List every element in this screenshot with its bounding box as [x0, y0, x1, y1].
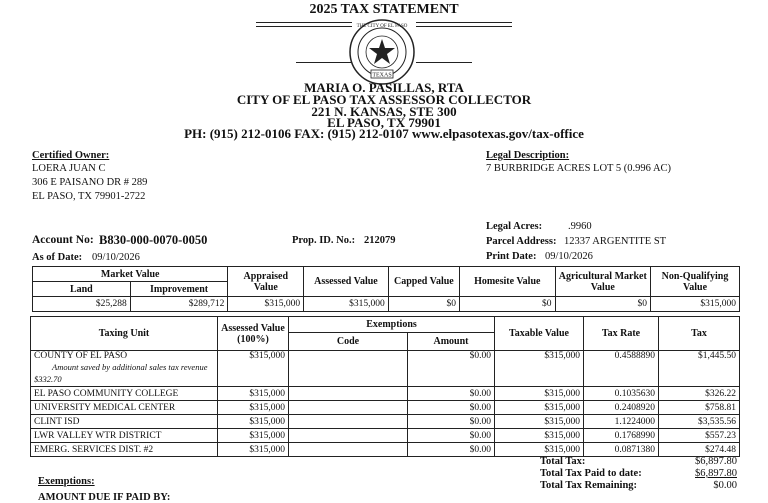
prop-id: 212079	[364, 235, 396, 246]
as-of-date-label: As of Date:	[32, 252, 83, 263]
taxing-unit: EL PASO COMMUNITY COLLEGE	[31, 387, 218, 401]
assessed-value: $315,000	[218, 387, 289, 401]
assessed-header: Assessed Value	[304, 267, 389, 297]
owner-name: LOERA JUAN C	[32, 163, 106, 174]
tax-header: Tax	[659, 317, 740, 351]
land-header: Land	[33, 282, 131, 297]
tax-rate: 0.2408920	[584, 401, 659, 415]
table-row	[31, 387, 740, 401]
legal-acres-label: Legal Acres:	[486, 221, 543, 232]
assessed-value: $315,000	[218, 401, 289, 415]
table-row	[31, 415, 740, 429]
taxable-value: $315,000	[495, 401, 584, 415]
improvement-header: Improvement	[130, 282, 228, 297]
exemption-amount: $0.00	[408, 429, 495, 443]
market-value-header: Market Value	[33, 267, 228, 282]
assessed-value: $315,000	[218, 415, 289, 429]
capped-value: $0	[388, 297, 459, 312]
exemption-amount: $0.00	[408, 351, 495, 387]
total-tax-value: $6,897.80	[695, 456, 737, 467]
total-tax-label: Total Tax:	[540, 456, 586, 467]
tax-amount: $557.23	[659, 429, 740, 443]
account-label: Account No:	[32, 234, 94, 246]
tax-amount: $274.48	[659, 443, 740, 457]
total-paid-value: $6,897.80	[695, 468, 737, 479]
header-rule	[256, 22, 352, 23]
table-row	[31, 443, 740, 457]
taxable-value: $315,000	[495, 351, 584, 387]
taxing-unit: UNIVERSITY MEDICAL CENTER	[31, 401, 218, 415]
parcel-address-label: Parcel Address:	[486, 236, 557, 247]
land-value: $25,288	[33, 297, 131, 312]
owner-address-1: 306 E PAISANO DR # 289	[32, 177, 148, 188]
exemption-amount: $0.00	[408, 387, 495, 401]
exemption-code-header: Code	[289, 333, 408, 351]
exemptions-header: Exemptions	[289, 317, 495, 333]
tax-rate: 0.0871380	[584, 443, 659, 457]
tax-rate: 0.1768990	[584, 429, 659, 443]
taxable-value: $315,000	[495, 415, 584, 429]
collector-office: CITY OF EL PASO TAX ASSESSOR COLLECTOR	[236, 92, 532, 107]
improvement-value: $289,712	[130, 297, 228, 312]
total-remaining-label: Total Tax Remaining:	[540, 480, 638, 491]
tax-rate: 0.1035630	[584, 387, 659, 401]
taxing-unit: CLINT ISD	[31, 415, 218, 429]
print-date-label: Print Date:	[486, 251, 537, 262]
appraised-header: Appraised Value	[228, 267, 304, 297]
taxing-unit: COUNTY OF EL PASO	[34, 351, 128, 361]
print-date: 09/10/2026	[545, 251, 593, 262]
legal-acres-value: .9960	[568, 221, 592, 232]
header-rule	[416, 22, 512, 23]
tax-amount: $1,445.50	[659, 351, 740, 387]
owner-label: Certified Owner:	[32, 150, 110, 161]
legal-description: 7 BURBRIDGE ACRES LOT 5 (0.996 AC)	[486, 163, 672, 174]
table-row	[31, 401, 740, 415]
total-paid-label: Total Tax Paid to date:	[540, 468, 642, 479]
agri-header: Agricultural Market Value	[555, 267, 651, 297]
taxable-value: $315,000	[495, 429, 584, 443]
collector-name: MARIA O. PASILLAS, RTA	[304, 80, 464, 95]
legal-description-label: Legal Description:	[486, 150, 570, 161]
taxing-unit: EMERG. SERVICES DIST. #2	[31, 443, 218, 457]
capped-header: Capped Value	[388, 267, 459, 297]
account-number: B830-000-0070-0050	[99, 233, 208, 247]
statement-title: 2025 TAX STATEMENT	[309, 2, 459, 17]
collector-street: 221 N. KANSAS, STE 300	[311, 104, 457, 119]
tax-rate-header: Tax Rate	[584, 317, 659, 351]
collector-city: EL PASO, TX 79901	[327, 115, 441, 130]
taxing-unit: LWR VALLEY WTR DISTRICT	[31, 429, 218, 443]
assessed-value: $315,000	[218, 443, 289, 457]
table-row	[31, 351, 740, 387]
as-of-date: 09/10/2026	[92, 252, 140, 263]
tax-rate: 1.1224000	[584, 415, 659, 429]
homesite-header: Homesite Value	[460, 267, 556, 297]
header-rule	[256, 26, 352, 27]
svg-text:TEXAS: TEXAS	[372, 72, 392, 79]
tax-amount: $3,535.56	[659, 415, 740, 429]
tax-unit-table	[30, 316, 740, 457]
agri-value: $0	[555, 297, 651, 312]
header-rule	[416, 26, 512, 27]
amount-due-label: AMOUNT DUE IF PAID BY:	[38, 492, 171, 503]
exemption-amount: $0.00	[408, 443, 495, 457]
assessed-value: $315,000	[304, 297, 389, 312]
table-row	[31, 429, 740, 443]
taxable-value: $315,000	[495, 443, 584, 457]
header-rule	[416, 62, 472, 63]
total-remaining-value: $0.00	[713, 480, 737, 491]
assessed-value: $315,000	[218, 429, 289, 443]
homesite-value: $0	[460, 297, 556, 312]
header-rule	[296, 62, 352, 63]
svg-text:THE CITY OF EL PASO: THE CITY OF EL PASO	[356, 24, 408, 29]
exemption-amount: $0.00	[408, 415, 495, 429]
assessed-100-header: Assessed Value (100%)	[218, 317, 289, 351]
taxable-value-header: Taxable Value	[495, 317, 584, 351]
tax-rate: 0.4588890	[584, 351, 659, 387]
sales-tax-note: Amount saved by additional sales tax revenue $332.70	[34, 362, 208, 384]
prop-id-label: Prop. ID. No.:	[292, 235, 356, 246]
values-table	[32, 266, 740, 312]
taxing-unit-header: Taxing Unit	[31, 317, 218, 351]
city-seal-icon	[348, 18, 416, 86]
nonq-header: Non-Qualifying Value	[651, 267, 740, 297]
tax-amount: $326.22	[659, 387, 740, 401]
exemption-amount: $0.00	[408, 401, 495, 415]
exemption-amount-header: Amount	[408, 333, 495, 351]
tax-amount: $758.81	[659, 401, 740, 415]
owner-address-2: EL PASO, TX 79901-2722	[32, 191, 146, 202]
assessed-value: $315,000	[218, 351, 289, 387]
appraised-value: $315,000	[228, 297, 304, 312]
parcel-address: 12337 ARGENTITE ST	[564, 236, 667, 247]
collector-contact: PH: (915) 212-0106 FAX: (915) 212-0107 www.elpasotexas.gov/tax-office	[184, 126, 584, 141]
taxable-value: $315,000	[495, 387, 584, 401]
exemptions-label: Exemptions:	[38, 476, 95, 487]
nonq-value: $315,000	[651, 297, 740, 312]
